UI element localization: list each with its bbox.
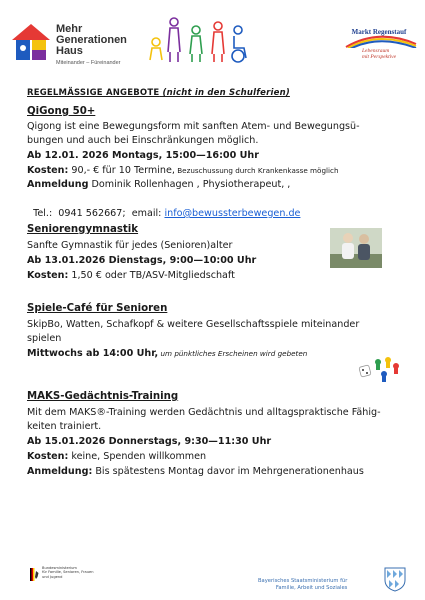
seniors-photo-icon xyxy=(330,228,382,268)
qigong-tel-value: 0941 562667; email: xyxy=(52,208,165,219)
maks-title: MAKS-Gedächtnis-Training xyxy=(27,391,179,402)
maks-date: Ab 15.01.2026 Donnerstags, 9:30—11:30 Uhr xyxy=(27,436,272,447)
cafe-desc-2: spielen xyxy=(27,333,62,344)
senioren-cost xyxy=(27,269,235,283)
bund-line-3: und Jugend xyxy=(42,574,63,579)
senioren-cost-value: 1,50 € oder TB/ASV-Mitgliedschaft xyxy=(68,270,235,281)
cafe-time-value: Mittwochs ab 14:00 Uhr, xyxy=(27,348,159,359)
qigong-title: QiGong 50+ xyxy=(27,106,96,117)
senioren-title: Seniorengymnastik xyxy=(27,224,139,235)
rainbow-icon xyxy=(338,34,420,48)
qigong-email-link[interactable]: info@bewussterbewegen.de xyxy=(164,208,301,219)
markt-slogan-line-1: Lebensraum xyxy=(362,48,390,54)
maks-desc-1: Mit dem MAKS®-Training werden Gedächtnis und alltagspraktische Fähig- xyxy=(27,407,381,418)
qigong-cost xyxy=(27,164,339,178)
senioren-date: Ab 13.01.2026 Dienstags, 9:00—10:00 Uhr xyxy=(27,255,257,266)
bund-line-2: für Familie, Senioren, Frauen xyxy=(42,570,94,575)
cafe-note: um pünktliches Erscheinen wird gebeten xyxy=(158,349,308,358)
qigong-reg-label: Anmeldung xyxy=(27,179,89,190)
mgh-line-3: Haus xyxy=(56,45,83,57)
qigong-date: Ab 12.01. 2026 Montags, 15:00—16:00 Uhr xyxy=(27,150,259,161)
mgh-line-2: Generationen xyxy=(56,34,127,46)
maks-desc-2: keiten trainiert. xyxy=(27,421,102,432)
maks-cost-value: keine, Spenden willkommen xyxy=(68,451,207,462)
qigong-cost-value: 90,- € für 10 Termine, xyxy=(68,165,175,176)
maks-cost-label: Kosten: xyxy=(27,451,69,462)
maks-registration xyxy=(27,465,364,479)
markt-slogan-line-2: mit Perspektive xyxy=(362,54,397,60)
mgh-wordmark xyxy=(56,24,127,69)
markt-title: Markt Regenstauf xyxy=(351,28,407,36)
heading-suffix: (nicht in den Schulferien) xyxy=(162,88,290,98)
qigong-tel-label: Tel.: xyxy=(33,208,53,219)
qigong-desc-2: bungen und auch bei Einschränkungen möglich. xyxy=(27,135,259,146)
maks-cost xyxy=(27,450,206,464)
markt-regenstauf-logo xyxy=(338,26,420,66)
qigong-registration xyxy=(27,178,290,192)
federal-eagle-icon xyxy=(30,568,39,581)
markt-slogan xyxy=(362,48,396,60)
qigong-cost-note: Bezuschussung durch Krankenkasse möglich xyxy=(174,166,339,175)
qigong-cost-label: Kosten: xyxy=(27,165,69,176)
bund-line-1: Bundesministerium xyxy=(42,566,77,570)
bavarian-ministry-label xyxy=(258,578,347,592)
bay-line-2: Familie, Arbeit und Soziales xyxy=(275,585,348,591)
cafe-desc-1: SkipBo, Watten, Schafkopf & weitere Gesellschaftsspiele miteinander xyxy=(27,319,360,330)
maks-reg-value: Bis spätestens Montag davor im Mehrgenerationenhaus xyxy=(92,466,364,477)
bavarian-crest-icon xyxy=(383,566,407,592)
mgh-tagline: Miteinander – Füreinander xyxy=(56,60,121,66)
senioren-cost-label: Kosten: xyxy=(27,270,69,281)
bay-line-1: Bayerisches Staatsministerium für xyxy=(258,578,348,584)
qigong-desc-1: Qigong ist eine Bewegungsform mit sanften Atem- und Bewegungsü- xyxy=(27,121,360,132)
board-game-pieces-icon xyxy=(356,352,404,384)
maks-reg-label: Anmeldung: xyxy=(27,466,93,477)
qigong-contact xyxy=(27,193,300,221)
senioren-desc: Sanfte Gymnastik für jedes (Senioren)alter xyxy=(27,240,233,251)
qigong-reg-value: Dominik Rollenhagen , Physiotherapeut, , xyxy=(88,179,291,190)
cafe-time xyxy=(27,347,307,361)
section-heading xyxy=(27,88,290,98)
heading-prefix: REGELMÄSSIGE ANGEBOTE xyxy=(27,88,160,98)
bmfsfj-label xyxy=(42,566,93,579)
mgh-line-1: Mehr xyxy=(56,23,83,35)
cafe-title: Spiele-Café für Senioren xyxy=(27,303,168,314)
mehrgenerationenhaus-logo-icon xyxy=(10,22,52,62)
generations-figures-icon xyxy=(140,14,260,64)
